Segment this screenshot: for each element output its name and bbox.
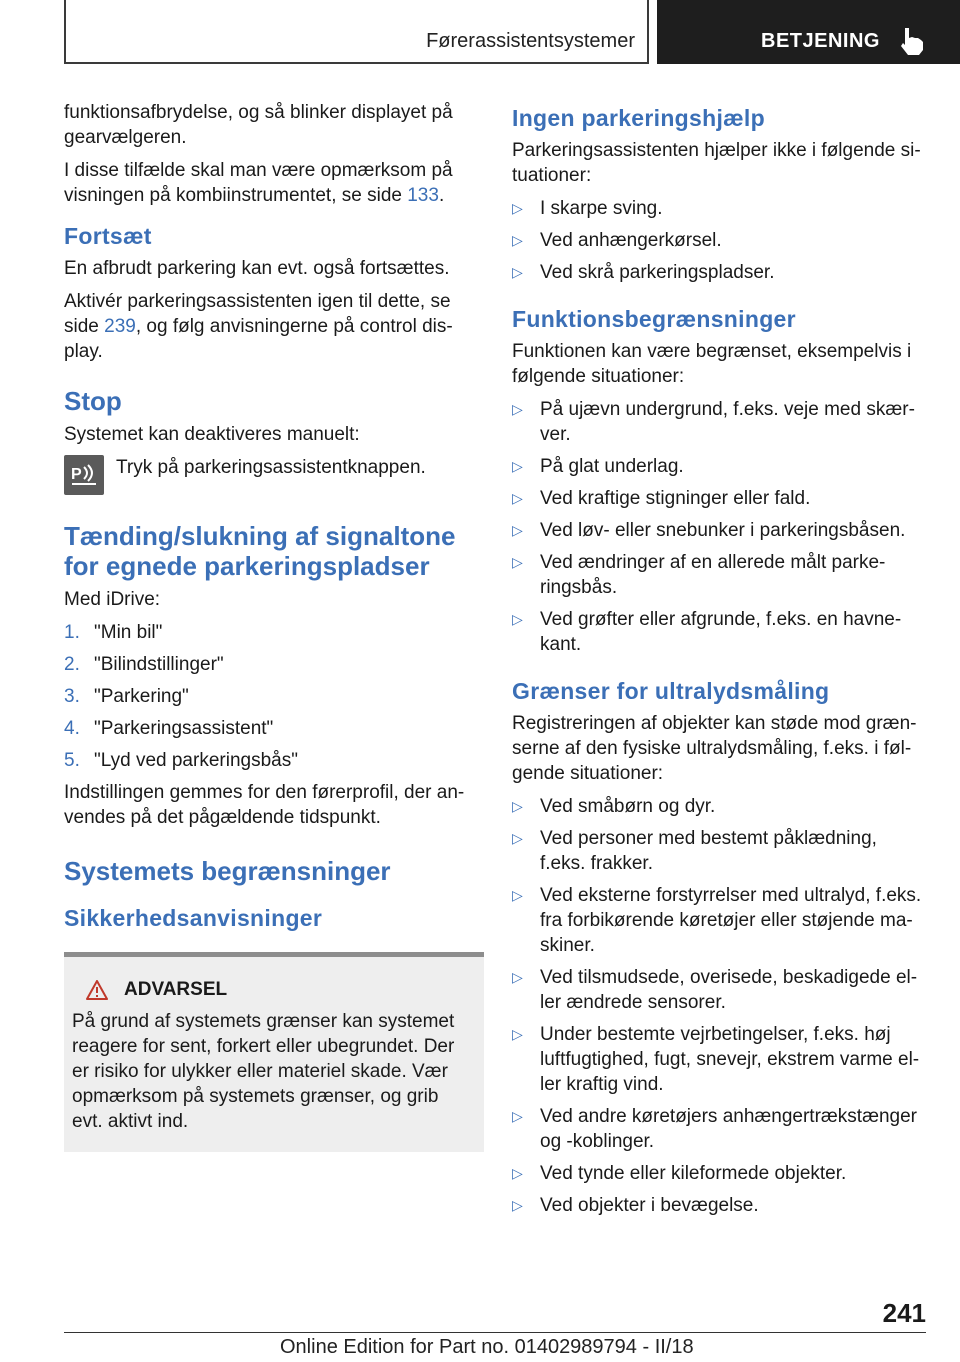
heading-fortsaet: Fortsæt [64,223,152,249]
list-item: 4. "Parkeringsassistent" [64,718,274,739]
heading-ultrasound-limits: Grænser for ultralydsmåling [512,678,830,704]
list-item: ▷ På glat underlag. [512,456,684,477]
warning-title: ADVARSEL [72,979,470,1001]
heading-safety: Sikkerhedsanvisninger [64,905,323,931]
parking-assistant-button-icon [64,455,104,495]
edition-note: Online Edition for Part no. 01402989794 - II/18 [280,1336,694,1358]
paragraph: En afbrudt parkering kan evt. også fortsættes. [64,258,450,279]
svg-text:P: P [71,466,82,483]
warning-triangle-icon [86,980,108,1000]
list-item: ▷ Ved ændringer af en allerede målt parkeringsbås. [512,552,886,598]
list-item: ▷ Ved personer med bestemt påklædning, f.eks. frakker. [512,828,877,874]
header-chapter-tab [657,0,960,64]
list-item: ▷ Ved eksterne forstyrrelser med ultralyd, f.eks. fra forbikørende køretøjer eller støjende maskiner. [512,885,922,956]
list-item: ▷ Ved tynde eller kileformede objekter. [512,1163,847,1184]
list-item: ▷ Ved grøfter eller afgrunde, f.eks. en havnekant. [512,609,902,655]
list-item: ▷ Ved anhængerkørsel. [512,230,722,251]
function-limits-list [512,397,926,657]
list-item: 3. "Parkering" [64,686,189,707]
page-link-133[interactable]: 133 [407,185,439,206]
pointing-hand-icon [897,24,927,56]
footer-divider [64,1332,926,1333]
page-link-239[interactable]: 239 [104,316,136,337]
list-item: ▷ Under bestemte vejrbetingelser, f.eks. høj luftfugtighed, fugt, snevejr, ekstrem varme eller kraftig vind. [512,1024,920,1095]
no-aid-list [512,196,926,285]
paragraph: Registreringen af objekter kan støde mod grænserne af den fysiske ultralydsmåling, f.eks. i følgende situationer: [512,713,917,784]
warning-text: På grund af systemets grænser kan systemet reagere for sent, forkert eller ubegrundet. Der er risiko for ulykker eller materiel skade. Vær opmærksom på systemets grænser, og grib evt. aktivt ind. [72,1011,455,1132]
paragraph: Funktionen kan være begrænset, eksempelvis i følgende situationer: [512,341,912,387]
idrive-steps [64,620,484,773]
list-item: ▷ I skarpe sving. [512,198,663,219]
header-section-tab [64,0,649,64]
heading-signal-tone: Tænding/slukning af signaltone for egnede parkeringspladser [64,521,456,581]
list-item: ▷ Ved skrå parkeringspladser. [512,262,775,283]
list-item: 2. "Bilindstillinger" [64,654,224,675]
list-item: ▷ Ved tilsmudsede, overisede, beskadigede eller ændrede sensorer. [512,967,918,1013]
paragraph: funktionsafbrydelse, og så blinker displayet på gearvælgeren. [64,102,453,148]
button-instruction [64,455,484,495]
list-item: ▷ Ved andre køretøjers anhængertrækstænger og -koblinger. [512,1106,918,1152]
right-column [512,100,926,1228]
header-section-title: Førerassistentsystemer [426,30,635,52]
ultrasound-limits-list [512,794,926,1218]
paragraph: Med iDrive: [64,589,161,610]
list-item: ▷ Ved kraftige stigninger eller fald. [512,488,811,509]
warning-box [64,952,484,1152]
paragraph: Indstillingen gemmes for den førerprofil, der anvendes på det pågældende tidspunkt. [64,782,465,828]
paragraph: Systemet kan deaktiveres manuelt: [64,424,360,445]
heading-function-limits: Funktionsbegrænsninger [512,306,796,332]
left-column [64,100,484,1152]
page-number: 241 [882,1298,926,1328]
paragraph: Parkeringsassistenten hjælper ikke i følgende situationer: [512,140,921,186]
list-item: ▷ På ujævn undergrund, f.eks. veje med skærver. [512,399,915,445]
heading-no-parking-aid: Ingen parkeringshjælp [512,105,765,131]
list-item: ▷ Ved objekter i bevægelse. [512,1195,759,1216]
paragraph: I disse tilfælde skal man være opmærksom på visningen på kombiinstrumentet, se side 133. [64,160,453,206]
paragraph: Aktivér parkeringsassistenten igen til dette, se side 239, og følg anvisningerne på control display. [64,291,453,362]
heading-system-limits: Systemets begrænsninger [64,856,391,886]
list-item: ▷ Ved løv- eller snebunker i parkeringsbåsen. [512,520,906,541]
button-instruction-text: Tryk på parkeringsassistentknappen. [116,457,426,478]
heading-stop: Stop [64,386,122,416]
list-item: 1. "Min bil" [64,622,163,643]
list-item: 5. "Lyd ved parkeringsbås" [64,750,298,771]
list-item: ▷ Ved småbørn og dyr. [512,796,716,817]
header-chapter-title: BETJENING [761,30,880,52]
